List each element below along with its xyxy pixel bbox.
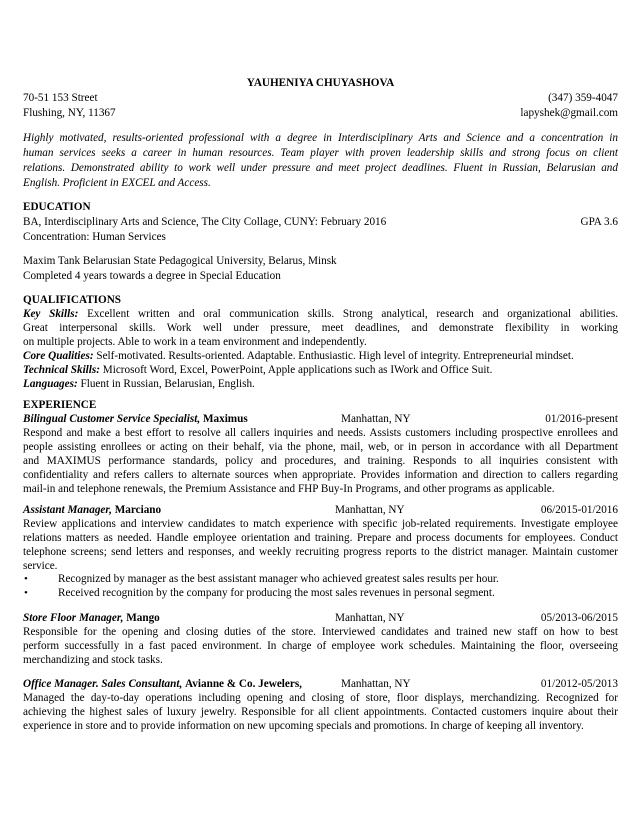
job-title-company: [23, 612, 160, 624]
concentration: Concentration: Human Services: [23, 231, 166, 243]
technical-skills-text: Microsoft Word, Excel, PowerPoint, Apple applications such as IWork and Office Suit.: [102, 364, 493, 376]
school-2: Maxim Tank Belarusian State Pedagogical University, Belarus, Minsk: [23, 255, 337, 267]
job-header-3: [23, 611, 618, 625]
contact-line-1: [23, 91, 618, 105]
bullet-icon: •: [24, 573, 28, 585]
summary-line: Highly motivated, results-oriented professional with a degree in Interdisciplinary Arts and Science and a concentration in: [23, 132, 618, 144]
job-title: Office Manager. Sales Consultant,: [23, 678, 183, 690]
job-description-line: merchandizing and stock tasks.: [23, 654, 163, 666]
phone-number: (347) 359-4047: [548, 92, 618, 104]
job-location: Manhattan, NY: [335, 612, 405, 624]
job-company: Mango: [126, 612, 160, 624]
job-description-line: and MAXIMUS performance standards, policy and procedures, and training. Responds to all inquiries consistent with: [23, 455, 618, 467]
summary-line: English. Proficient in EXCEL and Access.: [23, 177, 211, 189]
job-dates: 01/2012-05/2013: [540, 678, 618, 690]
key-skills-line: Great interpersonal skills. Work well under pressure, meet deadlines, and demonstrate flexibility in working: [23, 322, 618, 334]
job-description-line: people assisting enrollees or acting on their behalf, via the phone, mail, web, or in person in accordance with all Department: [23, 441, 618, 453]
job-title-company: [23, 413, 248, 425]
contact-line-2: [23, 106, 618, 120]
job-header-1: [23, 412, 618, 426]
job-company: Avianne & Co. Jewelers,: [185, 678, 302, 690]
email-address: lapyshek@gmail.com: [520, 107, 618, 119]
job-description-line: service.: [23, 560, 58, 572]
key-skills-label: Key Skills:: [23, 308, 79, 320]
languages-label: Languages:: [23, 378, 78, 390]
candidate-name: YAUHENIYA CHUYASHOVA: [246, 77, 395, 89]
street-address: 70-51 153 Street: [23, 92, 98, 104]
job-title-company: [23, 504, 161, 516]
core-qualities-label: Core Qualities:: [23, 350, 94, 362]
job-location: Manhattan, NY: [341, 678, 411, 690]
languages-line: [23, 377, 618, 391]
job-title: Assistant Manager,: [23, 504, 112, 516]
job-dates: 06/2015-01/2016: [540, 504, 618, 516]
job-description-line: confidentiality and refers callers to alternate sources when appropriate. Provides information and direction to callers regarding: [23, 469, 618, 481]
job-header-4: [23, 677, 618, 691]
degree-1: BA, Interdisciplinary Arts and Science, The City Collage, CUNY: February 2016: [23, 216, 387, 228]
job-description-line: Responsible for the opening and closing duties of the store. Interviewed candidates and trained new staff on how to best: [23, 626, 618, 638]
job-location: Manhattan, NY: [335, 504, 405, 516]
job-company: Marciano: [114, 504, 162, 516]
job-description-line: Review applications and interview candidates to match experience with specific job-related requirements. Investigate employee: [23, 518, 618, 530]
technical-skills-line: [23, 363, 618, 377]
summary-line: human services seeks a career in human resources. Team player with proven leadership skills and strong focus on client: [23, 147, 618, 159]
job-description-line: achieving the highest sales of luxury jewelry. Responsible for all client appointments. Contacted customers inquire about their: [23, 706, 618, 718]
job-description-line: relations matters as needed. Handle employee orientation and training. Prepare and process documents for employees. Conduct: [23, 532, 618, 544]
education-degree-row: [23, 215, 618, 229]
bullet-text: Recognized by manager as the best assistant manager who achieved greatest sales results per hour.: [58, 573, 499, 585]
degree-2: Completed 4 years towards a degree in Special Education: [23, 270, 281, 282]
bullet-icon: •: [24, 587, 28, 599]
experience-heading: EXPERIENCE: [23, 399, 97, 411]
job-dates: 05/2013-06/2015: [540, 612, 618, 624]
job-description-line: Managed the day-to-day operations including opening and closing of store, floor displays, merchandizing. Recognized for: [23, 692, 618, 704]
core-qualities-text: Self-motivated. Results-oriented. Adaptable. Enthusiastic. High level of integrity. Entrepreneurial mindset.: [96, 350, 574, 362]
education-heading: EDUCATION: [23, 201, 91, 213]
gpa: GPA 3.6: [580, 216, 618, 228]
job-title: Bilingual Customer Service Specialist,: [23, 413, 201, 425]
key-skills-text: Excellent written and oral communication skills. Strong analytical, research and organizational abilities.: [87, 308, 618, 320]
job-description-line: telephone screens; send letters and responses, and weekly recruiting progress reports to the district manager. Maintain customer: [23, 546, 618, 558]
core-qualities-line: [23, 349, 618, 363]
job-title-company: [23, 678, 302, 690]
bullet-text: Received recognition by the company for producing the most sales revenues in personal segment.: [58, 587, 495, 599]
key-skills-line: on multiple projects. Able to work in a team environment and independently.: [23, 336, 367, 348]
job-description-line: perform successfully in a fast paced environment. In charge of employee work schedules. Maintaining the floor, overseeing: [23, 640, 618, 652]
city-address: Flushing, NY, 11367: [23, 107, 116, 119]
job-description-line: experience in store and to provide information on new upcoming specials and promotions. In charge of keeping all inventory.: [23, 720, 584, 732]
key-skills-line: [23, 307, 618, 321]
technical-skills-label: Technical Skills:: [23, 364, 100, 376]
summary-line: relations. Demonstrated ability to work well under pressure and meet project deadlines. Fluent in Russian, Belarusian and: [23, 162, 618, 174]
job-location: Manhattan, NY: [341, 413, 411, 425]
job-title: Store Floor Manager,: [23, 612, 124, 624]
job-description-line: Respond and make a best effort to resolve all callers inquiries and needs. Assists customers including prospective enrollees and: [23, 427, 618, 439]
qualifications-heading: QUALIFICATIONS: [23, 294, 122, 306]
job-header-2: [23, 503, 618, 517]
job-company: Maximus: [202, 413, 248, 425]
job-dates: 01/2016-present: [545, 413, 618, 425]
job-description-line: mail-in and telephone renewals, the Premium Assistance and FHP Buy-In Programs, and other programs as applicable.: [23, 483, 555, 495]
languages-text: Fluent in Russian, Belarusian, English.: [80, 378, 255, 390]
